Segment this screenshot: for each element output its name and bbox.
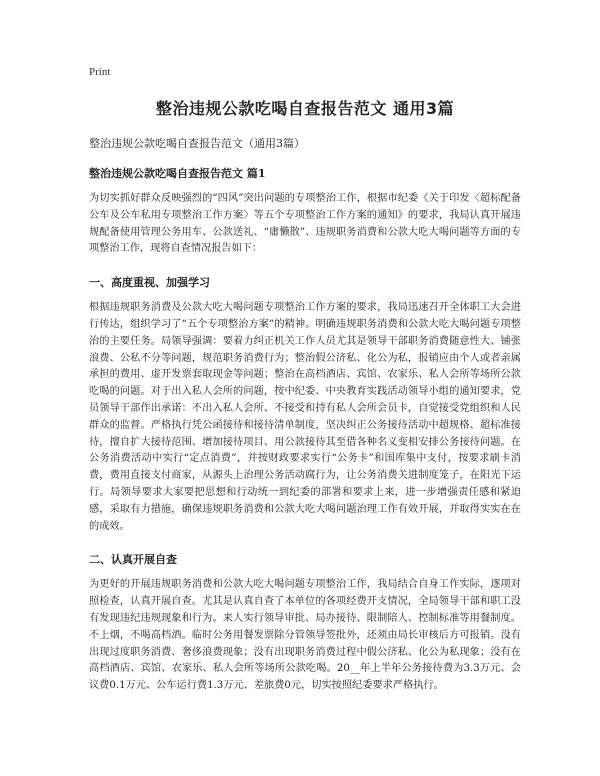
document-title: 整治违规公款吃喝自查报告范文 通用3篇 bbox=[155, 99, 455, 118]
document-page bbox=[89, 66, 521, 705]
document-subtitle: 整治违规公款吃喝自查报告范文（通用3篇） bbox=[89, 137, 305, 150]
section-2-paragraph: 为更好的开展违规职务消费和公款大吃大喝问题专项整治工作，我局结合自身工作实际，逐项对照检查，认真开展自查。尤其是认真自查了本单位的各项经费开支情况，全局领导干部和职工没有发现违纪违规现象和行为。来人实行领导审批、局办接待、限制陪人、控制标准等用餐制度。不上烟，不喝高档酒。临时公务用餐发票除分管领导签批外，还须由局长审核后方可报销。没有出现过度职务消费、奢侈浪费现象；没有出现职务消费过程中假公济私、化公为私现象；没有在高档酒店、宾馆、农家乐、私人会所等场所公款吃喝。20__年上半年公务接待费为3.3万元、会议费0.1万元、公车运行费1.3万元、差旅费0元，切实按照纪委要求严格执行。 bbox=[89, 579, 521, 692]
print-label: Print bbox=[89, 66, 111, 78]
part-title: 整治违规公款吃喝自查报告范文 篇1 bbox=[89, 167, 266, 180]
section-1-heading: 一、高度重视、加强学习 bbox=[89, 276, 210, 290]
section-2-heading: 二、认真开展自查 bbox=[89, 553, 177, 567]
intro-paragraph: 为切实抓好群众反映强烈的“四风”突出问题的专项整治工作，根据市纪委《关于印发〈超标配备公车及公车私用专项整治工作方案〉等五个专项整治工作方案的通知》的要求，我局认真开展违规配备使用管理公务用车、公款送礼、“庸懒散”、违规职务消费和公款大吃大喝问题等方面的专项整治工作，现将自查情况报告如下： bbox=[89, 193, 521, 255]
section-1-paragraph: 根据违规职务消费及公款大吃大喝问题专项整治工作方案的要求，我局迅速召开全体职工大会进行传达，组织学习了“五个专项整治方案”的精神。明确违规职务消费和公款大吃大喝问题专项整治的主要任务。局领导强调：要着力纠正机关工作人员尤其是领导干部职务消费随意性大、铺张浪费、公私不分等问题，规范职务消费行为；整治假公济私、化公为私，报销应由个人或者亲属承担的费用、虚开发票套取现金等问题；整治在高档酒店、宾馆、农家乐、私人会所等场所公款吃喝的问题。对于出入私人会所的问题，按中纪委、中央教育实践活动领导小组的通知要求，党员领导干部作出承诺：不出入私人会所、不接受和持有私人会所会员卡，自觉接受党组织和人民群众的监督。严格执行凭公函接待和接待清单制度，坚决纠正公务接待活动中超规格、超标准接待，擅自扩大接待范围、增加接待项目、用公款接待其至借各种名义变相安排公务接待问题。在公务消费活动中实行“定点消费”，并按财政要求实行“公务卡”和国库集中支付，按要求刷卡消费，费用直接支付商家，从源头上治理公务活动腐行为，让公务消费关进制度笼子，在阳光下运行。局领导要求大家要把思想和行动统一到纪委的部署和要求上来，进一步增强责任感和紧迫感，采取有力措施，确保违规职务消费和公款大吃大喝问题治理工作有效开展，并取得实实在在的成效。 bbox=[89, 302, 521, 532]
